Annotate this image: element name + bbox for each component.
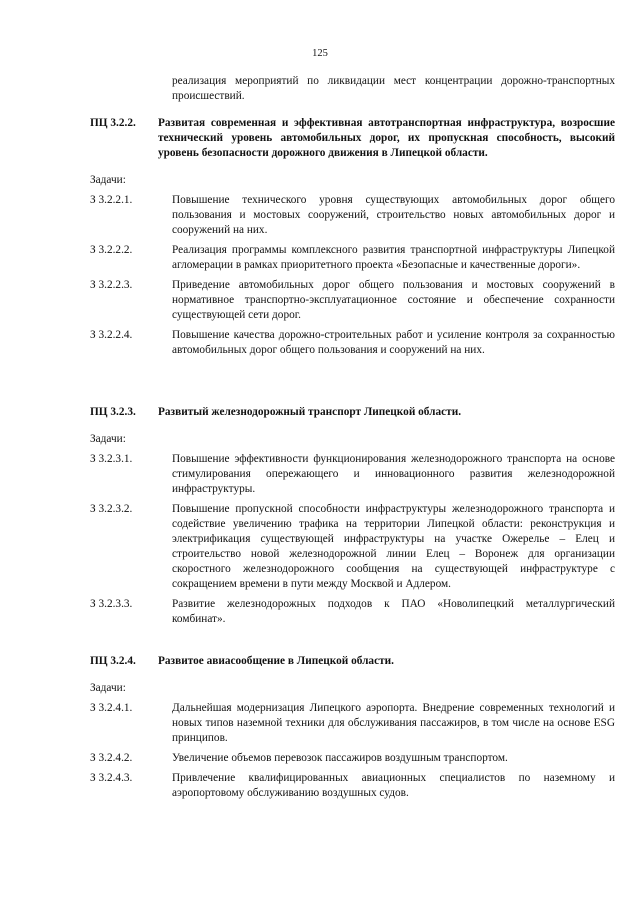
task-text: Дальнейшая модернизация Липецкого аэропорта. Внедрение современных технологий и новых типов наземной техники для обслуживания пассажиров, в том числе на основе ESG принципов. — [172, 702, 615, 744]
section-3-2-4 — [90, 654, 615, 801]
task-text: Реализация программы комплексного развития транспортной инфраструктуры Липецкой агломерации в рамках приоритетного проекта «Безопасные и качественные дороги». — [172, 244, 615, 271]
task-text: Повышение качества дорожно-строительных работ и усиление контроля за сохранностью автомобильных дорог общего пользования и сооружений на них. — [172, 329, 615, 356]
task-text: Приведение автомобильных дорог общего пользования и мостовых сооружений в нормативное транспортно-эксплуатационное состояние и обеспечение сохранности существующей сети дорог. — [172, 279, 615, 321]
task-code: З 3.2.2.4. — [90, 329, 133, 341]
task-item — [90, 751, 615, 766]
intro-paragraph: реализация мероприятий по ликвидации мест концентрации дорожно-транспортных происшествий. — [172, 75, 615, 102]
section-title: Развитое авиасообщение в Липецкой области. — [158, 655, 394, 667]
section-title: Развитая современная и эффективная автотранспортная инфраструктура, возросшие технический уровень автомобильных дорог, их пропускная способность, высокий уровень безопасности дорожного движения в Липецкой области. — [158, 117, 615, 159]
section-heading — [90, 116, 615, 161]
task-item — [90, 328, 615, 358]
page-number: 125 — [312, 48, 328, 59]
task-code: З 3.2.2.3. — [90, 279, 133, 291]
task-item — [90, 452, 615, 497]
section-3-2-2 — [90, 116, 615, 358]
task-item — [90, 701, 615, 746]
task-text: Повышение пропускной способности инфраструктуры железнодорожного транспорта и содействие увеличению трафика на территории Липецкой области: реконструкция и электрификация существующей инфраструктуры на участке Ожерелье – Елец и строительство новой железнодорожной линии Елец – Воронеж для организации скоростного железнодорожного сообщения на существующей инфраструктуре с сокращением времени в пути между Москвой и Адлером. — [172, 503, 615, 590]
task-text: Привлечение квалифицированных авиационных специалистов по наземному и аэропортовому обслуживанию воздушных судов. — [172, 772, 615, 799]
task-text: Повышение технического уровня существующих автомобильных дорог общего пользования и мостовых сооружений, строительство новых автомобильных дорог и сооружений на них. — [172, 194, 615, 236]
task-text: Повышение эффективности функционирования железнодорожного транспорта на основе стимулирования опережающего и инновационного развития железнодорожной инфраструктуры. — [172, 453, 615, 495]
tasks-label: Задачи: — [90, 174, 126, 186]
section-code: ПЦ 3.2.2. — [90, 117, 136, 129]
task-code: З 3.2.4.1. — [90, 702, 133, 714]
task-item — [90, 278, 615, 323]
section-heading — [90, 654, 615, 669]
task-code: З 3.2.3.2. — [90, 503, 133, 515]
task-item — [90, 193, 615, 238]
section-code: ПЦ 3.2.4. — [90, 655, 136, 667]
task-text: Развитие железнодорожных подходов к ПАО «Новолипецкий металлургический комбинат». — [172, 598, 615, 625]
task-code: З 3.2.2.1. — [90, 194, 133, 206]
task-code: З 3.2.2.2. — [90, 244, 133, 256]
task-item — [90, 243, 615, 273]
tasks-label: Задачи: — [90, 682, 126, 694]
task-text: Увеличение объемов перевозок пассажиров воздушным транспортом. — [172, 752, 508, 764]
task-code: З 3.2.3.1. — [90, 453, 133, 465]
task-item — [90, 502, 615, 592]
task-item — [90, 771, 615, 801]
task-code: З 3.2.4.2. — [90, 752, 133, 764]
section-heading — [90, 405, 615, 420]
section-code: ПЦ 3.2.3. — [90, 406, 136, 418]
task-item — [90, 597, 615, 627]
section-title: Развитый железнодорожный транспорт Липецкой области. — [158, 406, 462, 418]
task-code: З 3.2.4.3. — [90, 772, 133, 784]
task-code: З 3.2.3.3. — [90, 598, 133, 610]
tasks-label: Задачи: — [90, 433, 126, 445]
section-3-2-3 — [90, 405, 615, 627]
